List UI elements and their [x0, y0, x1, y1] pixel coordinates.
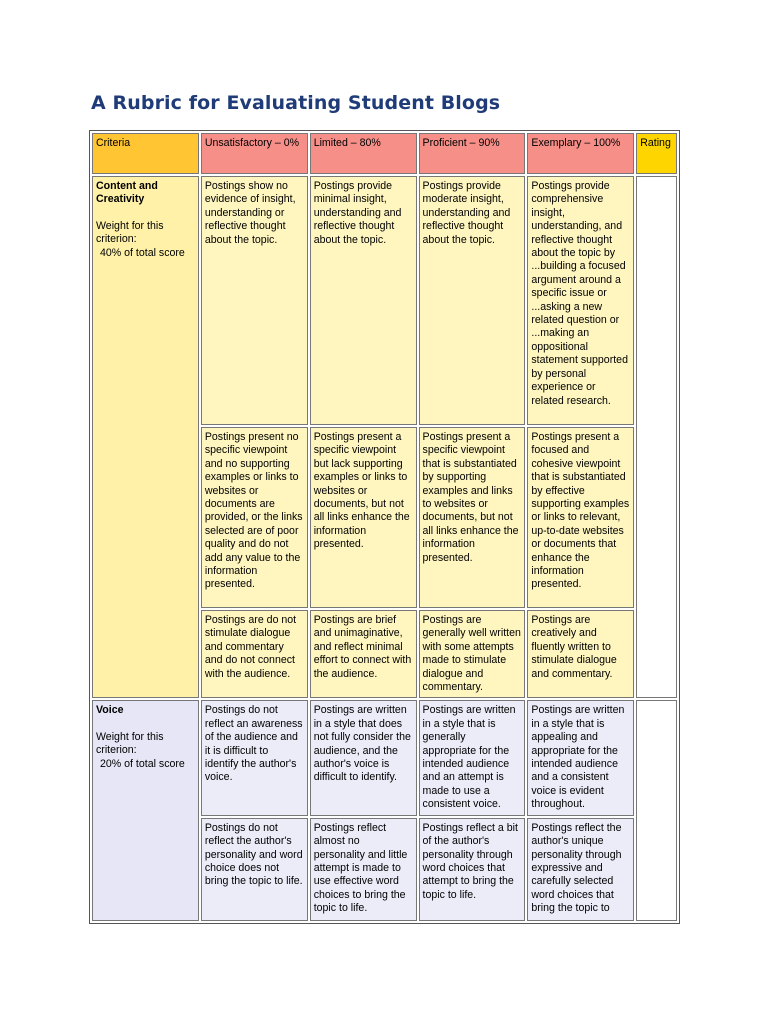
- cell-exemplary: Postings present a focused and cohesive viewpoint that is substantiated by effective supporting examples or links to relevant, up-to-date websites or documents that enhance the information presented.: [527, 427, 634, 608]
- cell-unsatisfactory: Postings do not reflect an awareness of the audience and it is difficult to identify the author's voice.: [201, 700, 308, 815]
- cell-limited: Postings are written in a style that does not fully consider the audience, and the author's voice is difficult to identify.: [310, 700, 417, 815]
- criterion-voice: [92, 700, 199, 920]
- cell-limited: Postings are brief and unimaginative, and reflect minimal effort to connect with the audience.: [310, 610, 417, 698]
- page-title: A Rubric for Evaluating Student Blogs: [91, 92, 501, 114]
- table-row: [92, 700, 677, 815]
- cell-unsatisfactory: Postings present no specific viewpoint and no supporting examples or links to websites or documents are provided, or the links selected are of poor quality and do not add any value to the information presented.: [201, 427, 308, 608]
- cell-proficient: Postings are generally well written with some attempts made to stimulate dialogue and commentary.: [419, 610, 526, 698]
- criterion-name: Voice: [96, 704, 124, 717]
- cell-unsatisfactory: Postings show no evidence of insight, understanding or reflective thought about the topic.: [201, 176, 308, 425]
- header-criteria: Criteria: [92, 133, 199, 174]
- header-exemplary: Exemplary – 100%: [527, 133, 634, 174]
- cell-limited: Postings reflect almost no personality and little attempt is made to use effective word choices to bring the topic to life.: [310, 818, 417, 921]
- cell-proficient: Postings reflect a bit of the author's personality through word choices that attempt to bring the topic to life.: [419, 818, 526, 921]
- criterion-weight-label: Weight for this criterion:: [96, 730, 164, 757]
- criterion-content-creativity: [92, 176, 199, 698]
- cell-unsatisfactory: Postings are do not stimulate dialogue and commentary and do not connect with the audience.: [201, 610, 308, 698]
- criterion-weight-value: 20% of total score: [100, 757, 185, 770]
- table-row: [92, 176, 677, 425]
- rating-cell-voice: [636, 700, 677, 920]
- cell-proficient: Postings are written in a style that is generally appropriate for the intended audience and an attempt is made to use a consistent voice.: [419, 700, 526, 815]
- cell-exemplary: Postings provide comprehensive insight, understanding, and reflective thought about the topic by ...building a focused argument around a specific issue or ...asking a new related question or ...making an oppositional statement supported by personal experience or related research.: [527, 176, 634, 425]
- header-proficient: Proficient – 90%: [419, 133, 526, 174]
- cell-limited: Postings provide minimal insight, understanding and reflective thought about the topic.: [310, 176, 417, 425]
- criterion-name: Content and Creativity: [96, 180, 158, 206]
- header-unsatisfactory: Unsatisfactory – 0%: [201, 133, 308, 174]
- criterion-weight-value: 40% of total score: [100, 246, 185, 259]
- cell-unsatisfactory: Postings do not reflect the author's personality and word choice does not bring the topic to life.: [201, 818, 308, 921]
- cell-proficient: Postings present a specific viewpoint that is substantiated by supporting examples and links to websites or documents, but not all links enhance the information presented.: [419, 427, 526, 608]
- header-rating: Rating: [636, 133, 677, 174]
- header-limited: Limited – 80%: [310, 133, 417, 174]
- criterion-weight-label: Weight for this criterion:: [96, 219, 164, 246]
- header-row: [92, 133, 677, 174]
- cell-proficient: Postings provide moderate insight, understanding and reflective thought about the topic.: [419, 176, 526, 425]
- rating-cell-content-creativity: [636, 176, 677, 698]
- cell-limited: Postings present a specific viewpoint but lack supporting examples or links to websites or documents, but not all links enhance the information presented.: [310, 427, 417, 608]
- rubric-table: [89, 130, 680, 924]
- cell-exemplary: Postings are creatively and fluently written to stimulate dialogue and commentary.: [527, 610, 634, 698]
- cell-exemplary: Postings reflect the author's unique personality through expressive and carefully selected word choices that bring the topic to: [527, 818, 634, 921]
- cell-exemplary: Postings are written in a style that is appealing and appropriate for the intended audience and a consistent voice is evident throughout.: [527, 700, 634, 815]
